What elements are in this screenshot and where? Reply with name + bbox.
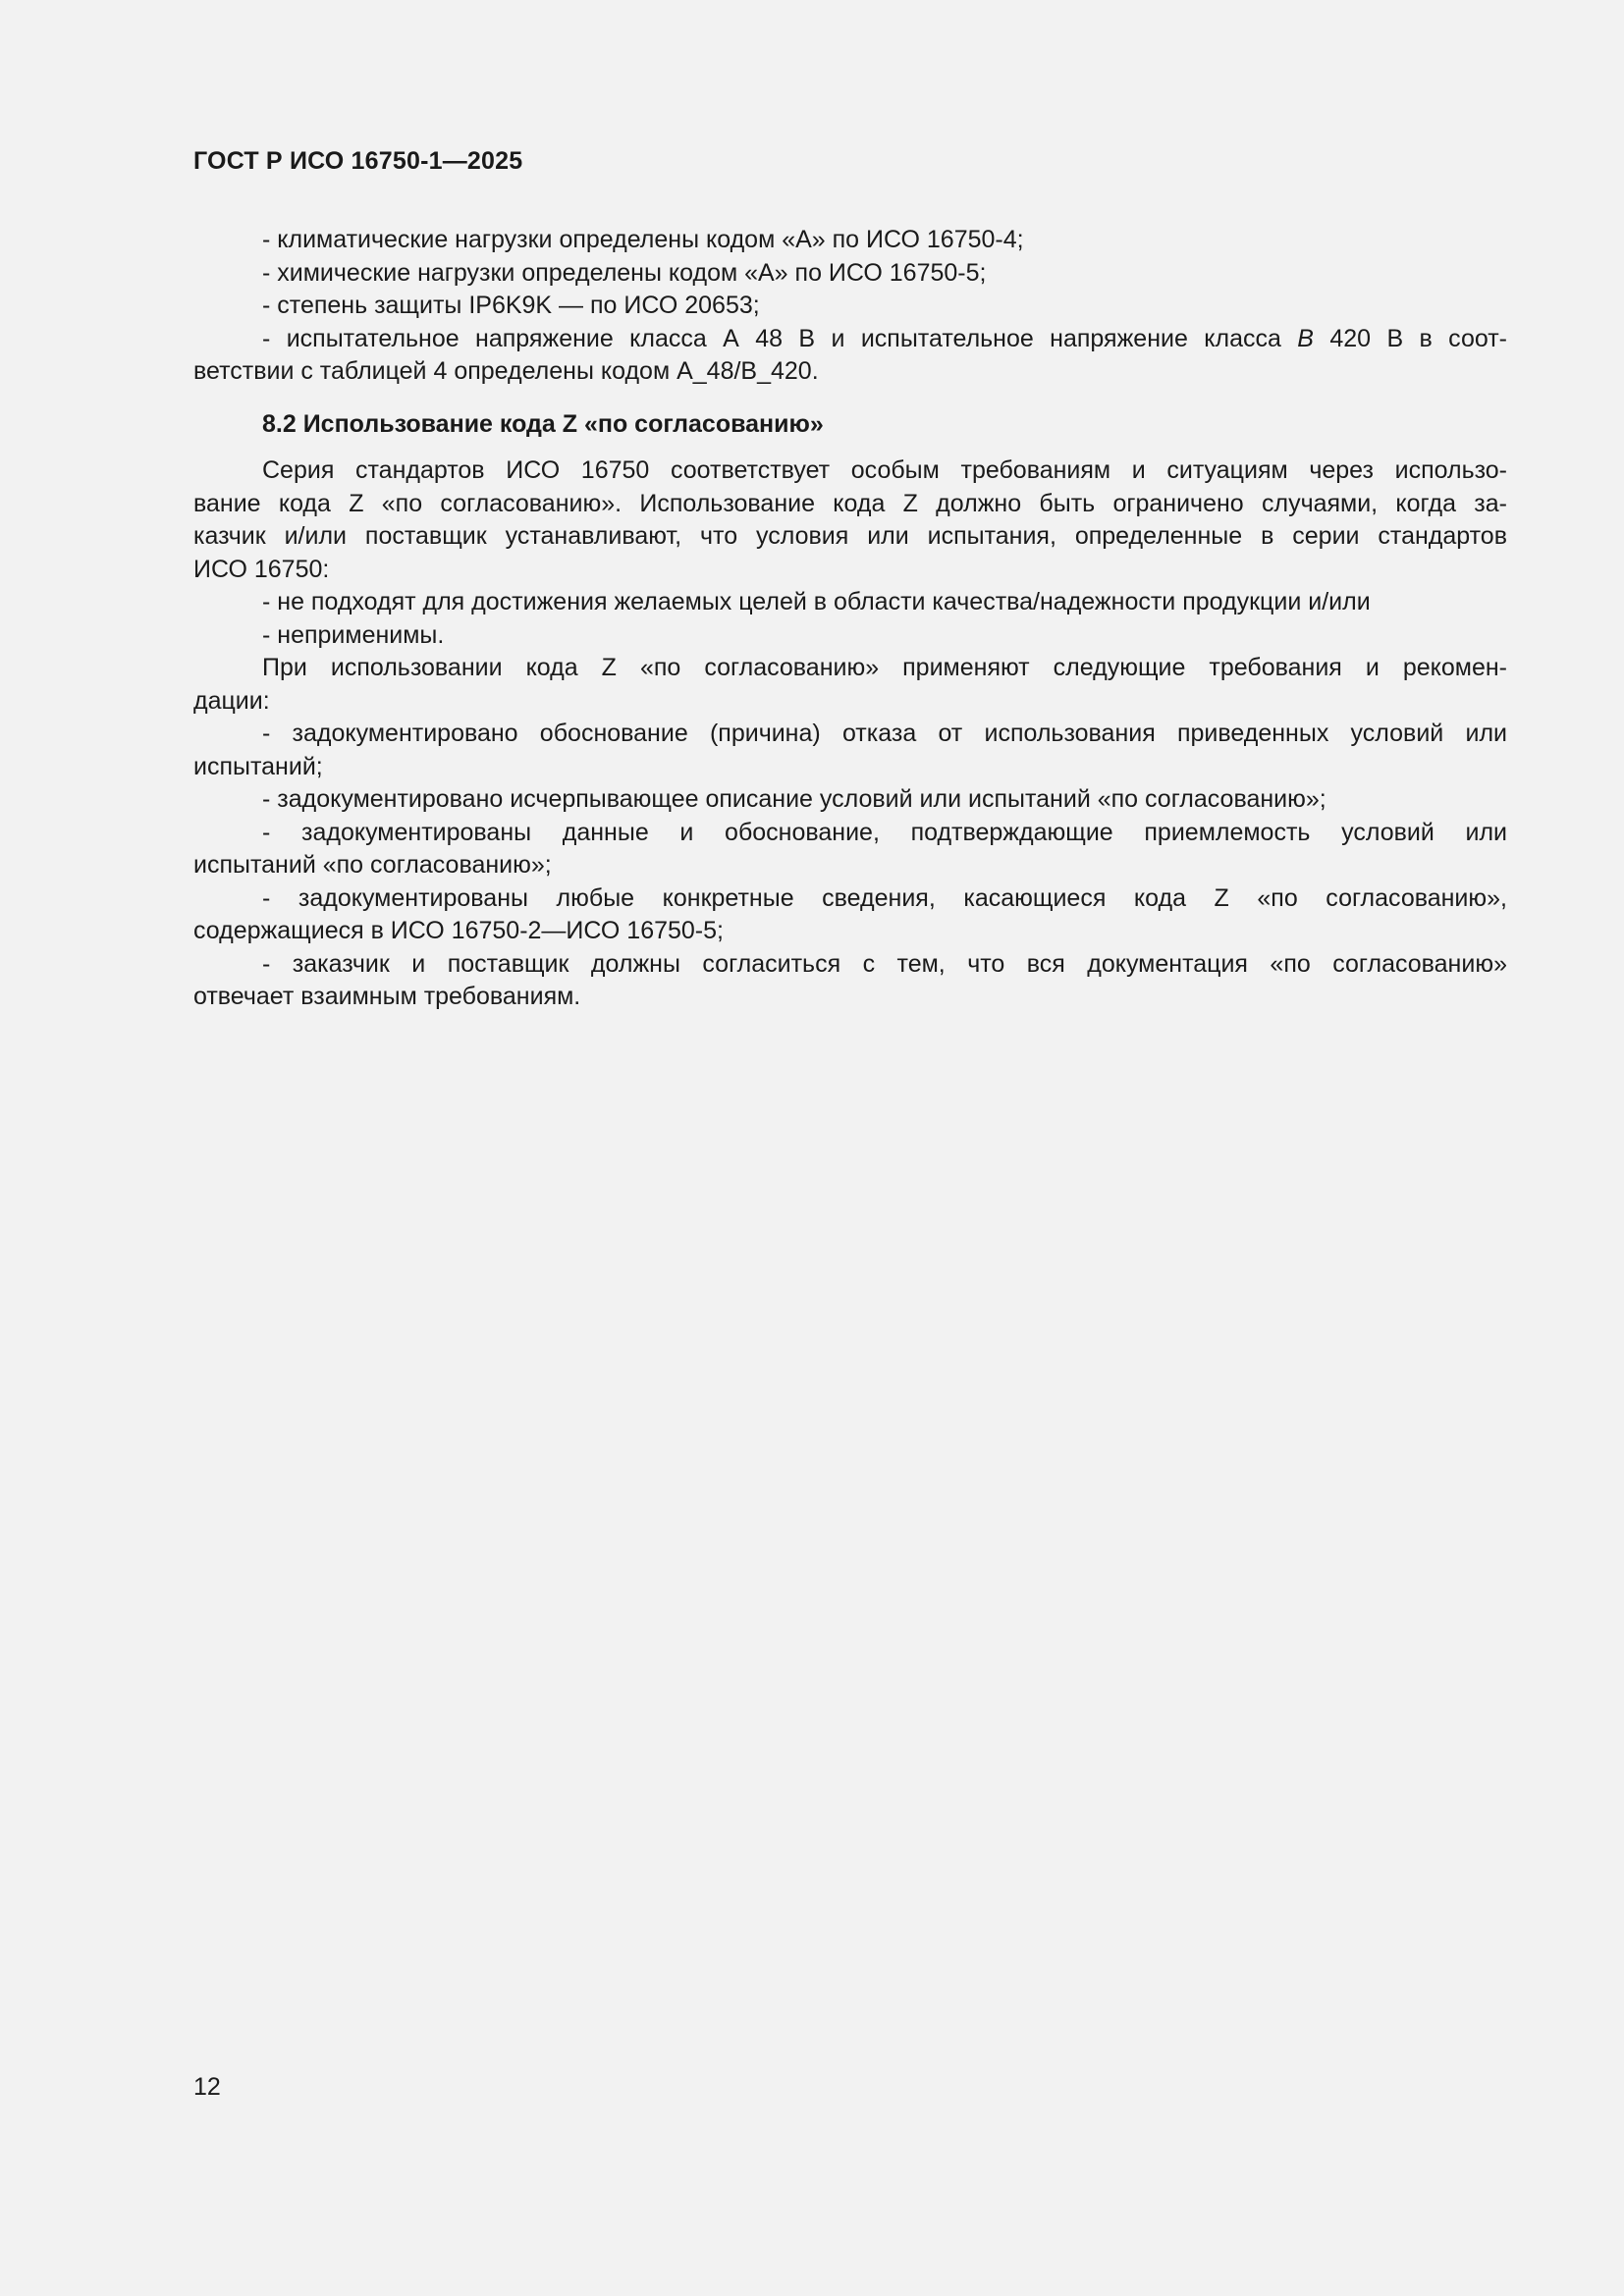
requirement-item: - заказчик и поставщик должны согласиться с тем, что вся документация «по согласованию» — [262, 949, 1507, 978]
class-b-italic: B — [1297, 324, 1314, 352]
requirement-continuation: испытаний «по согласованию»; — [193, 851, 552, 879]
list-item-text: - испытательное напряжение класса А 48 В и испытательное напряжение класса — [262, 324, 1298, 352]
list-item: - неприменимы. — [262, 620, 445, 649]
list-item-text: 420 В в соот- — [1313, 324, 1507, 352]
list-item: - химические нагрузки определены кодом «А» по ИСО 16750-5; — [262, 258, 987, 287]
paragraph-line: вание кода Z «по согласованию». Использование кода Z должно быть ограничено случаями, когда за- — [193, 489, 1507, 517]
requirement-continuation: содержащиеся в ИСО 16750-2—ИСО 16750-5; — [193, 917, 724, 944]
requirement-item: - задокументированы данные и обоснование, подтверждающие приемлемость условий или — [262, 818, 1507, 846]
requirement-continuation: испытаний; — [193, 752, 323, 780]
paragraph-line: казчик и/или поставщик устанавливают, что условия или испытания, определенные в серии стандартов — [193, 522, 1507, 550]
document-body — [193, 224, 1507, 1014]
list-item-continuation: ветствии с таблицей 4 определены кодом A_48/B_420. — [193, 357, 819, 385]
requirement-item: - задокументировано исчерпывающее описание условий или испытаний «по согласованию»; — [262, 785, 1326, 813]
requirement-continuation: отвечает взаимным требованиям. — [193, 983, 581, 1010]
list-item: - степень защиты IP6K9K — по ИСО 20653; — [262, 292, 760, 319]
requirement-item: - задокументированы любые конкретные сведения, касающиеся кода Z «по согласованию», — [262, 883, 1507, 912]
section-heading: 8.2 Использование кода Z «по согласованию» — [262, 409, 824, 438]
requirement-item: - задокументировано обоснование (причина) отказа от использования приведенных условий или — [262, 720, 1507, 747]
list-item — [193, 323, 1507, 356]
page-number: 12 — [193, 2073, 221, 2101]
document-header: ГОСТ Р ИСО 16750-1—2025 — [193, 147, 523, 175]
list-item: - не подходят для достижения желаемых целей в области качества/надежности продукции и/или — [262, 588, 1371, 615]
paragraph-line: При использовании кода Z «по согласованию» применяют следующие требования и рекомен- — [262, 654, 1507, 681]
paragraph-line: ИСО 16750: — [193, 555, 330, 583]
list-item: - климатические нагрузки определены кодом «А» по ИСО 16750-4; — [262, 226, 1024, 253]
paragraph-line: дации: — [193, 686, 270, 715]
paragraph-line: Серия стандартов ИСО 16750 соответствует особым требованиям и ситуациям через использо- — [262, 456, 1507, 484]
